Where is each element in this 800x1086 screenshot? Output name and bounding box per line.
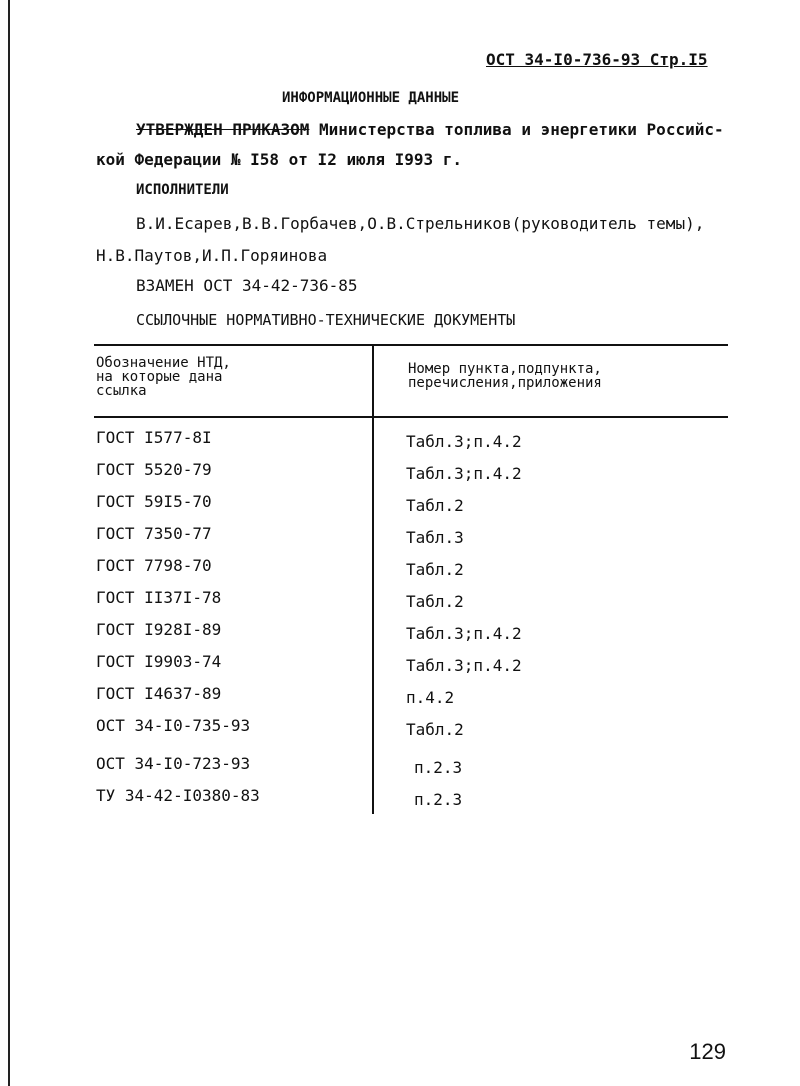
table-row-document: ТУ 34-42-I0380-83: [96, 786, 260, 805]
document-code-header: ОСТ 34-I0-736-93 Стр.I5: [486, 50, 708, 69]
table-header-reference: Номер пункта,подпункта, перечисления,приложения: [408, 361, 602, 391]
table-row-document: ГОСТ I928I-89: [96, 620, 222, 639]
approved-text-1: Министерства топлива и энергетики Российс-: [319, 120, 724, 139]
approved-label: УТВЕРЖДЕН ПРИКАЗОМ: [136, 120, 310, 139]
references-table: [94, 344, 728, 814]
table-row-reference: Табл.3;п.4.2: [406, 432, 522, 451]
executors-line-1: В.И.Есарев,В.В.Горбачев,О.В.Стрельников(руководитель темы),: [136, 214, 705, 233]
executors-label: ИСПОЛНИТЕЛИ: [136, 182, 229, 198]
table-row-reference: Табл.3;п.4.2: [406, 624, 522, 643]
page-number: 129: [689, 1039, 726, 1064]
replaces-line: ВЗАМЕН ОСТ 34-42-736-85: [136, 276, 358, 295]
table-row-document: ГОСТ I4637-89: [96, 684, 222, 703]
table-row-document: ОСТ 34-I0-723-93: [96, 754, 251, 773]
approved-line-1: [136, 120, 724, 140]
table-row-reference: Табл.3;п.4.2: [406, 464, 522, 483]
approved-text-2: кой Федерации № I58 от I2 июля I993 г.: [96, 150, 463, 169]
table-row-reference: Табл.2: [406, 496, 464, 515]
table-row-document: ГОСТ 59I5-70: [96, 492, 212, 511]
table-header-document: Обозначение НТД, на которые дана ссылка: [96, 355, 231, 399]
table-row-reference: п.4.2: [406, 688, 455, 707]
table-row-reference: Табл.2: [406, 720, 464, 739]
table-row-reference: п.2.3: [414, 790, 463, 809]
executors-line-2: Н.В.Паутов,И.П.Горяинова: [96, 246, 328, 265]
table-row-reference: п.2.3: [414, 758, 463, 777]
table-row-reference: Табл.3;п.4.2: [406, 656, 522, 675]
table-row-document: ГОСТ 5520-79: [96, 460, 212, 479]
table-row-document: ОСТ 34-I0-735-93: [96, 716, 251, 735]
table-row-document: ГОСТ I577-8I: [96, 428, 212, 447]
table-row-document: ГОСТ II37I-78: [96, 588, 222, 607]
table-row-reference: Табл.2: [406, 560, 464, 579]
references-title: ССЫЛОЧНЫЕ НОРМАТИВНО-ТЕХНИЧЕСКИЕ ДОКУМЕНТЫ: [136, 311, 516, 329]
table-row-document: ГОСТ 7798-70: [96, 556, 212, 575]
page-left-border: [8, 0, 10, 1086]
table-column-divider: [372, 344, 374, 814]
table-header-rule: [94, 416, 728, 418]
table-row-document: ГОСТ I9903-74: [96, 652, 222, 671]
table-row-reference: Табл.3: [406, 528, 464, 547]
table-top-rule: [94, 344, 728, 346]
table-row-document: ГОСТ 7350-77: [96, 524, 212, 543]
section-title: ИНФОРМАЦИОННЫЕ ДАННЫЕ: [282, 90, 460, 106]
table-row-reference: Табл.2: [406, 592, 464, 611]
